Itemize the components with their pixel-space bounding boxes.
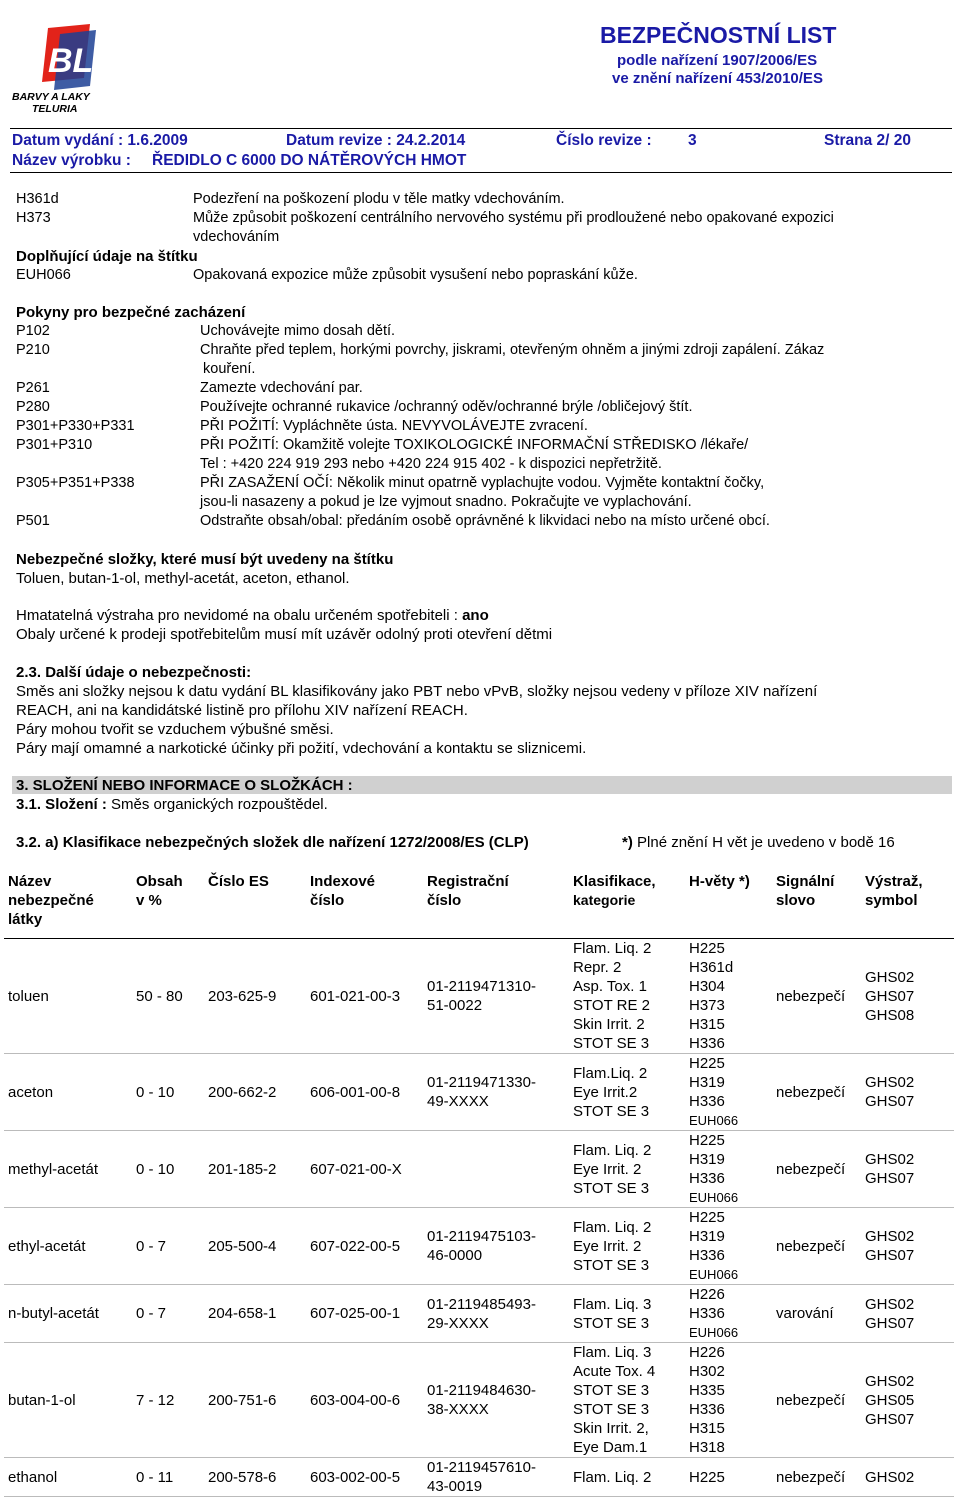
precaution-code: P305+P351+P338: [16, 475, 135, 491]
cell-h: [685, 1054, 772, 1131]
cell-h: [685, 1458, 772, 1497]
table-row: [4, 1285, 954, 1343]
table-row: [4, 1054, 954, 1131]
cell-signal: nebezpečí: [772, 1131, 861, 1208]
table-row: [4, 1458, 954, 1497]
composition-label: 3.1. Složení :: [16, 796, 112, 813]
cell-es: 204-658-1: [204, 1285, 306, 1343]
hazard-text: Může způsobit poškození centrálního nervového systému při prodloužené nebo opakované expozici: [193, 210, 834, 226]
cell-content: 0 - 7: [132, 1285, 204, 1343]
col-header-index: Indexové číslo: [306, 868, 423, 939]
h-statements: H225 H319 H336: [689, 1055, 725, 1110]
cell-symbol: GHS02 GHS05 GHS07: [861, 1343, 954, 1458]
h-statements: H225 H319 H336: [689, 1209, 725, 1264]
precaution-code: P501: [16, 513, 50, 529]
cell-index: 603-002-00-5: [306, 1458, 423, 1497]
cell-reg: 01-2119471330- 49-XXXX: [423, 1054, 569, 1131]
section-3-title: 3. SLOŽENÍ NEBO INFORMACE O SLOŽKÁCH :: [16, 777, 353, 794]
cell-es: 200-662-2: [204, 1054, 306, 1131]
cell-class: Flam.Liq. 2 Eye Irrit.2 STOT SE 3: [569, 1054, 685, 1131]
other-hazards-line: Páry mají omamné a narkotické účinky při požití, vdechování a kontaktu se sliznicemi.: [16, 740, 587, 757]
cell-content: 50 - 80: [132, 939, 204, 1054]
table-row: [4, 1131, 954, 1208]
hazard-code: H373: [16, 210, 51, 226]
precaution-text: PŘI POŽITÍ: Okamžitě volejte TOXIKOLOGICKÉ INFORMAČNÍ STŘEDISKO /lékaře/: [200, 437, 749, 453]
cell-content: 0 - 10: [132, 1131, 204, 1208]
table-row: [4, 1343, 954, 1458]
precaution-text: Používejte ochranné rukavice /ochranný oděv/ochranné brýle /obličejový štít.: [200, 399, 693, 415]
cell-es: 200-751-6: [204, 1343, 306, 1458]
cell-name: aceton: [4, 1054, 132, 1131]
document-subtitle-2: ve znění nařízení 453/2010/ES: [612, 70, 823, 87]
cell-class: Flam. Liq. 2 Eye Irrit. 2 STOT SE 3: [569, 1208, 685, 1285]
classification-heading: 3.2. a) Klasifikace nebezpečných složek dle nařízení 1272/2008/ES (CLP): [16, 834, 529, 851]
col-header-class: [569, 868, 685, 939]
h-statement-euh: EUH066: [689, 1113, 739, 1128]
cell-signal: nebezpečí: [772, 939, 861, 1054]
cell-reg: 01-2119471310- 51-0022: [423, 939, 569, 1054]
hazard-text-cont: vdechováním: [193, 229, 280, 245]
supplementary-heading: Doplňující údaje na štítku: [16, 248, 198, 265]
cell-class: Flam. Liq. 3 Acute Tox. 4 STOT SE 3 STOT SE 3 Skin Irrit. 2, Eye Dam.1: [569, 1343, 685, 1458]
cell-es: 201-185-2: [204, 1131, 306, 1208]
cell-symbol: GHS02 GHS07: [861, 1208, 954, 1285]
precaution-code: P301+P330+P331: [16, 418, 135, 434]
cell-signal: varování: [772, 1285, 861, 1343]
hazard-code: H361d: [16, 191, 59, 207]
other-hazards-line: Směs ani složky nejsou k datu vydání BL klasifikovány jako PBT nebo vPvB, složky nejsou vedeny v příloze XIV nařízení: [16, 683, 818, 700]
cell-reg: [423, 1131, 569, 1208]
col-header-signal: Signální slovo: [772, 868, 861, 939]
precaution-text: Uchovávejte mimo dosah dětí.: [200, 323, 396, 339]
svg-text:BL: BL: [48, 42, 94, 80]
classification-note: [622, 834, 895, 851]
h-statement-euh: EUH066: [689, 1267, 739, 1282]
revision-date: Datum revize : 24.2.2014: [286, 132, 466, 149]
cell-h: [685, 939, 772, 1054]
table-header-row: [4, 868, 954, 939]
cell-h: [685, 1208, 772, 1285]
cell-h: [685, 1285, 772, 1343]
col-header-es: Číslo ES: [204, 868, 306, 939]
composition-line: [16, 796, 328, 813]
cell-name: methyl-acetát: [4, 1131, 132, 1208]
label-components-text: Toluen, butan-1-ol, methyl-acetát, aceton, ethanol.: [16, 570, 350, 587]
col-header-class-label: Klasifikace,: [573, 873, 656, 890]
precaution-code: P261: [16, 380, 50, 396]
document-subtitle-1: podle nařízení 1907/2006/ES: [617, 52, 818, 69]
cell-h: [685, 1343, 772, 1458]
other-hazards-title: Další údaje o nebezpečnosti:: [45, 664, 252, 681]
cell-es: 205-500-4: [204, 1208, 306, 1285]
page-number: Strana 2/ 20: [824, 132, 912, 149]
cell-symbol: GHS02 GHS07: [861, 1285, 954, 1343]
cell-name: ethyl-acetát: [4, 1208, 132, 1285]
svg-text:TELURIA: TELURIA: [32, 103, 78, 115]
precaution-text: Chraňte před teplem, horkými povrchy, jiskrami, otevřeným ohněm a jinými zdroji zapálení. Zákaz: [200, 342, 825, 358]
precaution-text-cont: kouření.: [203, 361, 256, 377]
cell-name: toluen: [4, 939, 132, 1054]
table-row: [4, 939, 954, 1054]
cell-symbol: GHS02 GHS07: [861, 1054, 954, 1131]
cell-content: 7 - 12: [132, 1343, 204, 1458]
company-logo: [10, 20, 120, 115]
cell-index: 607-021-00-X: [306, 1131, 423, 1208]
other-hazards-line: Páry mohou tvořit se vzduchem výbušné směsi.: [16, 721, 334, 738]
cell-content: 0 - 7: [132, 1208, 204, 1285]
precaution-code: P280: [16, 399, 50, 415]
cell-reg: 01-2119475103- 46-0000: [423, 1208, 569, 1285]
components-table: [4, 868, 954, 1497]
document-title: BEZPEČNOSTNÍ LIST: [600, 22, 837, 48]
cell-es: 203-625-9: [204, 939, 306, 1054]
child-resistant-note: Obaly určené k prodeji spotřebitelům musí mít uzávěr odolný proti otevření dětmi: [16, 626, 553, 643]
tactile-warning: [16, 607, 489, 624]
supplementary-code: EUH066: [16, 267, 71, 283]
cell-content: 0 - 11: [132, 1458, 204, 1497]
col-header-symbol: Výstraž, symbol: [861, 868, 954, 939]
col-header-reg: Registrační číslo: [423, 868, 569, 939]
header-divider: [10, 128, 952, 129]
precautions-heading: Pokyny pro bezpečné zacházení: [16, 304, 246, 321]
cell-index: 607-022-00-5: [306, 1208, 423, 1285]
cell-name: n-butyl-acetát: [4, 1285, 132, 1343]
precaution-text-cont: jsou-li nasazeny a pokud je lze vyjmout snadno. Pokračujte ve vyplachování.: [200, 494, 692, 510]
classification-note-text: Plné znění H vět je uvedeno v bodě 16: [632, 834, 895, 851]
label-components-heading: Nebezpečné složky, které musí být uvedeny na štítku: [16, 551, 394, 568]
revision-number: 3: [688, 132, 697, 149]
cell-class: Flam. Liq. 2 Repr. 2 Asp. Tox. 1 STOT RE 2 Skin Irrit. 2 STOT SE 3: [569, 939, 685, 1054]
tactile-warning-text: Hmatatelná výstraha pro nevidomé na obalu určeném spotřebiteli :: [16, 607, 463, 624]
precaution-text: PŘI ZASAŽENÍ OČÍ: Několik minut opatrně vyplachujte vodou. Vyjměte kontaktní čočky,: [200, 475, 765, 491]
header-divider-bottom: [10, 172, 952, 173]
supplementary-text: Opakovaná expozice může způsobit vysušení nebo popraskání kůže.: [193, 267, 638, 283]
precaution-text: Odstraňte obsah/obal: předáním osobě oprávněné k likvidaci nebo na místo určené obcí.: [200, 513, 770, 529]
col-header-content: Obsah v %: [132, 868, 204, 939]
composition-text: Směs organických rozpouštědel.: [111, 796, 328, 813]
product-name: ŘEDIDLO C 6000 DO NÁTĚROVÝCH HMOT: [152, 152, 467, 169]
other-hazards-heading: [16, 664, 251, 681]
cell-es: 200-578-6: [204, 1458, 306, 1497]
precaution-code: P102: [16, 323, 50, 339]
cell-index: 606-001-00-8: [306, 1054, 423, 1131]
precaution-code: P210: [16, 342, 50, 358]
h-statements: H225 H319 H336: [689, 1132, 725, 1187]
h-statements: H225: [689, 1468, 725, 1486]
cell-content: 0 - 10: [132, 1054, 204, 1131]
col-header-class-sub: kategorie: [573, 892, 636, 908]
h-statements: H225 H361d H304 H373 H315 H336: [689, 940, 734, 1052]
cell-signal: nebezpečí: [772, 1343, 861, 1458]
cell-symbol: GHS02: [861, 1458, 954, 1497]
precaution-text: Zamezte vdechování par.: [200, 380, 363, 396]
table-row: [4, 1208, 954, 1285]
cell-reg: 01-2119457610- 43-0019: [423, 1458, 569, 1497]
hazard-text: Podezření na poškození plodu v těle matky vdechováním.: [193, 191, 565, 207]
h-statement-euh: EUH066: [689, 1325, 739, 1340]
cell-reg: 01-2119484630- 38-XXXX: [423, 1343, 569, 1458]
cell-symbol: GHS02 GHS07: [861, 1131, 954, 1208]
col-header-h: H-věty *): [685, 868, 772, 939]
cell-signal: nebezpečí: [772, 1458, 861, 1497]
cell-class: Flam. Liq. 2: [569, 1458, 685, 1497]
precaution-text-cont: Tel : +420 224 919 293 nebo +420 224 915 402 - k dispozici nepřetržitě.: [200, 456, 662, 472]
cell-reg: 01-2119485493- 29-XXXX: [423, 1285, 569, 1343]
classification-note-mark: *): [622, 834, 633, 851]
other-hazards-number: 2.3.: [16, 664, 46, 681]
revision-number-label: Číslo revize :: [556, 132, 652, 149]
col-header-name: Název nebezpečné látky: [4, 868, 132, 939]
h-statements: H226 H336: [689, 1286, 725, 1322]
cell-index: 603-004-00-6: [306, 1343, 423, 1458]
cell-symbol: GHS02 GHS07 GHS08: [861, 939, 954, 1054]
h-statements: H226 H302 H335 H336 H315 H318: [689, 1344, 725, 1456]
cell-class: Flam. Liq. 2 Eye Irrit. 2 STOT SE 3: [569, 1131, 685, 1208]
precaution-text: PŘI POŽITÍ: Vypláchněte ústa. NEVYVOLÁVEJTE zvracení.: [200, 418, 588, 434]
svg-text:BARVY A LAKY: BARVY A LAKY: [12, 91, 90, 103]
cell-index: 607-025-00-1: [306, 1285, 423, 1343]
issue-date: Datum vydání : 1.6.2009: [12, 132, 188, 149]
cell-signal: nebezpečí: [772, 1208, 861, 1285]
cell-index: 601-021-00-3: [306, 939, 423, 1054]
h-statement-euh: EUH066: [689, 1190, 739, 1205]
cell-name: butan-1-ol: [4, 1343, 132, 1458]
cell-class: Flam. Liq. 3 STOT SE 3: [569, 1285, 685, 1343]
cell-name: ethanol: [4, 1458, 132, 1497]
other-hazards-line: REACH, ani na kandidátské listině pro přílohu XIV nařízení REACH.: [16, 702, 468, 719]
product-label: Název výrobku :: [12, 152, 131, 169]
cell-h: [685, 1131, 772, 1208]
tactile-warning-value: ano: [462, 607, 489, 624]
precaution-code: P301+P310: [16, 437, 93, 453]
cell-signal: nebezpečí: [772, 1054, 861, 1131]
